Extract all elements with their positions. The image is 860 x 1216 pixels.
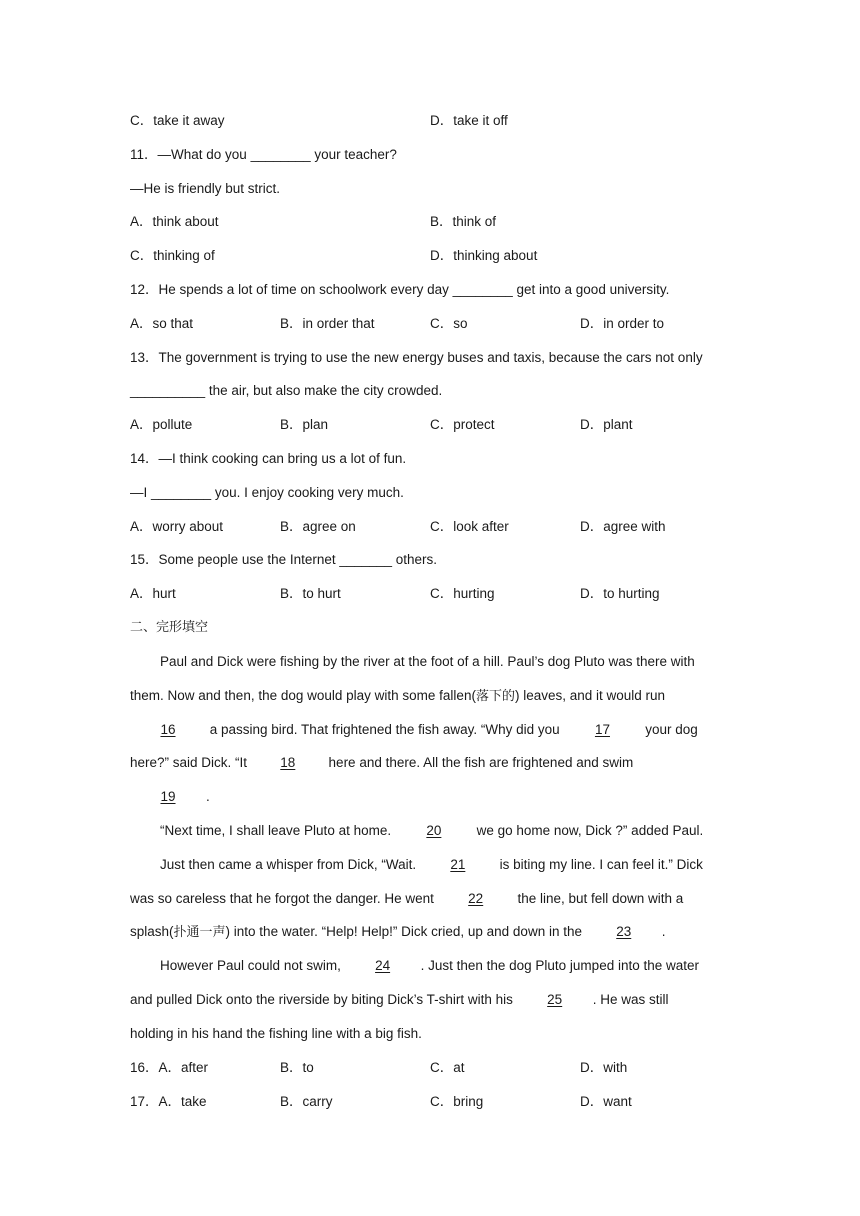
passage-line: “Next time, I shall leave Pluto at home. 20 we go home now, Dick ?” added Paul. [160, 821, 703, 841]
option-c: C．take it away [130, 113, 225, 128]
option-d: D．thinking about [430, 248, 538, 263]
option-c: C．at [430, 1060, 465, 1075]
cloze-blank-16: 16 [160, 722, 176, 737]
cloze-blank-24: 24 [375, 958, 391, 973]
cloze-blank-19: 19 [160, 789, 176, 804]
option-d: D．plant [580, 417, 633, 432]
cloze-blank-17: 17 [594, 722, 610, 737]
answer-blank: ________ [151, 485, 212, 500]
section-heading: 二、完形填空 [130, 620, 209, 635]
answer-blank: ________ [250, 147, 311, 162]
answer-blank: ________ [452, 282, 513, 297]
option-a: A．hurt [130, 586, 176, 601]
q12-options [130, 314, 750, 334]
q15-stem: 15．Some people use the Internet _______ others. [130, 552, 437, 567]
q13-options [130, 415, 750, 435]
q10-options [130, 111, 750, 131]
q13-stem-line2: __________ the air, but also make the city crowded. [130, 383, 443, 398]
q13-stem-line1: 13．The government is trying to use the new energy buses and taxis, because the cars not only [130, 350, 703, 365]
q16-options [130, 1058, 750, 1078]
passage-line: holding in his hand the fishing line with a big fish. [130, 1026, 422, 1041]
option-c: C．protect [430, 417, 495, 432]
q11-options-row2 [130, 246, 750, 266]
option-d: D．to hurting [580, 586, 660, 601]
passage-line: Just then came a whisper from Dick, “Wait. 21 is biting my line. I can feel it.” Dick [160, 855, 703, 875]
q11-reply: —He is friendly but strict. [130, 181, 281, 196]
option-c: C．thinking of [130, 248, 215, 263]
passage-line: 16 a passing bird. That frightened the fish away. “Why did you 17 your dog [130, 720, 698, 740]
option-b: B．to hurt [280, 586, 341, 601]
cloze-blank-22: 22 [468, 891, 484, 906]
passage-line: was so careless that he forgot the danger. He went 22 the line, but fell down with a [130, 889, 683, 909]
option-c: C．bring [430, 1094, 484, 1109]
passage-line: However Paul could not swim, 24 . Just then the dog Pluto jumped into the water [160, 956, 699, 976]
option-a: A．think about [130, 214, 219, 229]
option-a: 16．A．after [130, 1060, 209, 1075]
option-c: C．so [430, 316, 468, 331]
cloze-blank-23: 23 [616, 924, 632, 939]
passage-line: here?” said Dick. “It 18 here and there. All the fish are frightened and swim [130, 753, 633, 773]
q11-stem: 11．—What do you ________ your teacher? [130, 147, 397, 162]
cloze-blank-20: 20 [426, 823, 442, 838]
option-a: 17．A．take [130, 1094, 207, 1109]
option-b: B．agree on [280, 519, 356, 534]
option-a: A．pollute [130, 417, 193, 432]
passage-line: 19 . [130, 787, 210, 807]
option-b: B．plan [280, 417, 329, 432]
q11-options-row1 [130, 212, 750, 232]
passage-line: Paul and Dick were fishing by the river at the foot of a hill. Paul’s dog Pluto was there with [160, 654, 695, 669]
option-d: D．agree with [580, 519, 666, 534]
q15-options [130, 584, 750, 604]
q14-reply: —I ________ you. I enjoy cooking very much. [130, 485, 404, 500]
option-b: B．think of [430, 214, 497, 229]
option-d: D．with [580, 1060, 628, 1075]
option-a: A．so that [130, 316, 194, 331]
passage-line: and pulled Dick onto the riverside by biting Dick’s T-shirt with his 25 . He was still [130, 990, 668, 1010]
q12-stem: 12．He spends a lot of time on schoolwork every day ________ get into a good university. [130, 282, 670, 297]
passage-line: them. Now and then, the dog would play with some fallen(落下的) leaves, and it would run [130, 688, 666, 704]
option-d: D．want [580, 1094, 632, 1109]
q14-stem: 14．—I think cooking can bring us a lot of fun. [130, 451, 407, 466]
option-c: C．look after [430, 519, 509, 534]
option-d: D．take it off [430, 113, 508, 128]
q17-options [130, 1092, 750, 1112]
cloze-blank-25: 25 [547, 992, 563, 1007]
q14-options [130, 517, 750, 537]
option-b: B．in order that [280, 316, 375, 331]
option-b: B．carry [280, 1094, 333, 1109]
cloze-blank-18: 18 [280, 755, 296, 770]
answer-blank: __________ [130, 383, 206, 398]
passage-line: splash(扑通一声) into the water. “Help! Help!” Dick cried, up and down in the 23 . [130, 924, 666, 940]
cloze-blank-21: 21 [450, 857, 466, 872]
option-b: B．to [280, 1060, 314, 1075]
option-d: D．in order to [580, 316, 665, 331]
option-a: A．worry about [130, 519, 224, 534]
answer-blank: _______ [339, 552, 392, 567]
option-c: C．hurting [430, 586, 495, 601]
